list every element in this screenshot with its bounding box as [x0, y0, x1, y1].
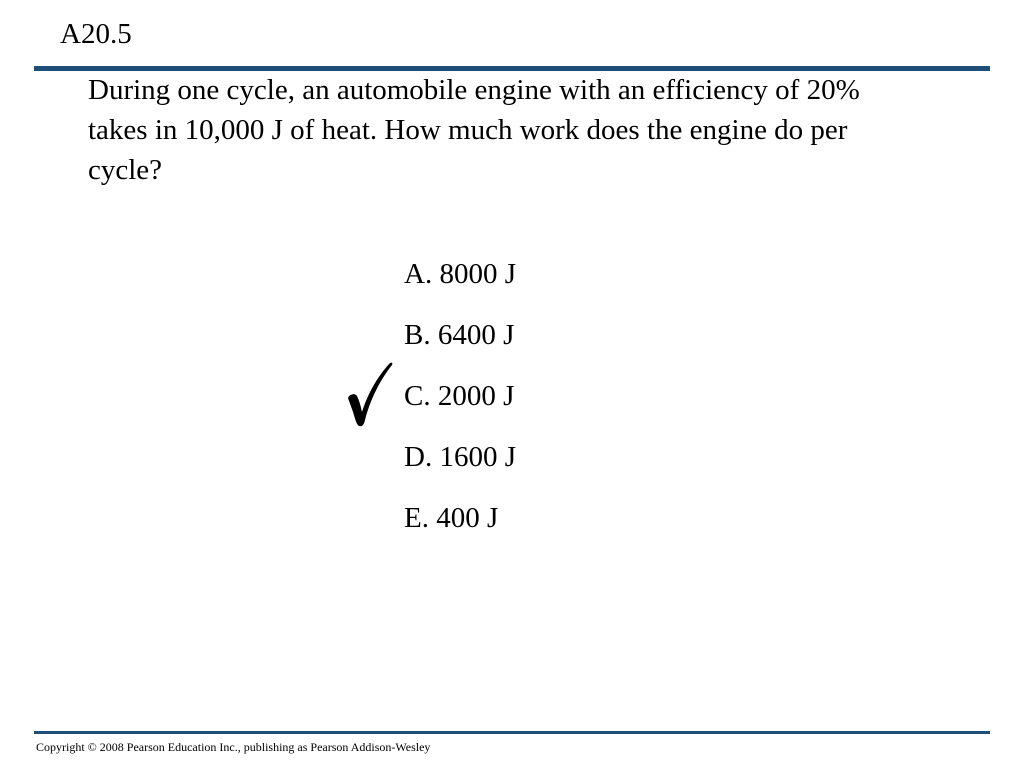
- footer-divider: [34, 731, 990, 734]
- option-a: A. 8000 J: [404, 258, 516, 290]
- slide-number: A20.5: [60, 18, 132, 50]
- answer-options: [404, 254, 516, 559]
- copyright-notice: Copyright © 2008 Pearson Education Inc., publishing as Pearson Addison-Wesley: [36, 740, 431, 754]
- option-d: D. 1600 J: [404, 441, 516, 473]
- option-b: B. 6400 J: [404, 319, 515, 351]
- question-text: During one cycle, an automobile engine with an efficiency of 20% takes in 10,000 J of heat. How much work does the engine do per cycle?: [88, 74, 860, 186]
- option-c: C. 2000 J: [404, 380, 515, 412]
- checkmark-icon: [346, 360, 394, 428]
- option-e: E. 400 J: [404, 502, 499, 534]
